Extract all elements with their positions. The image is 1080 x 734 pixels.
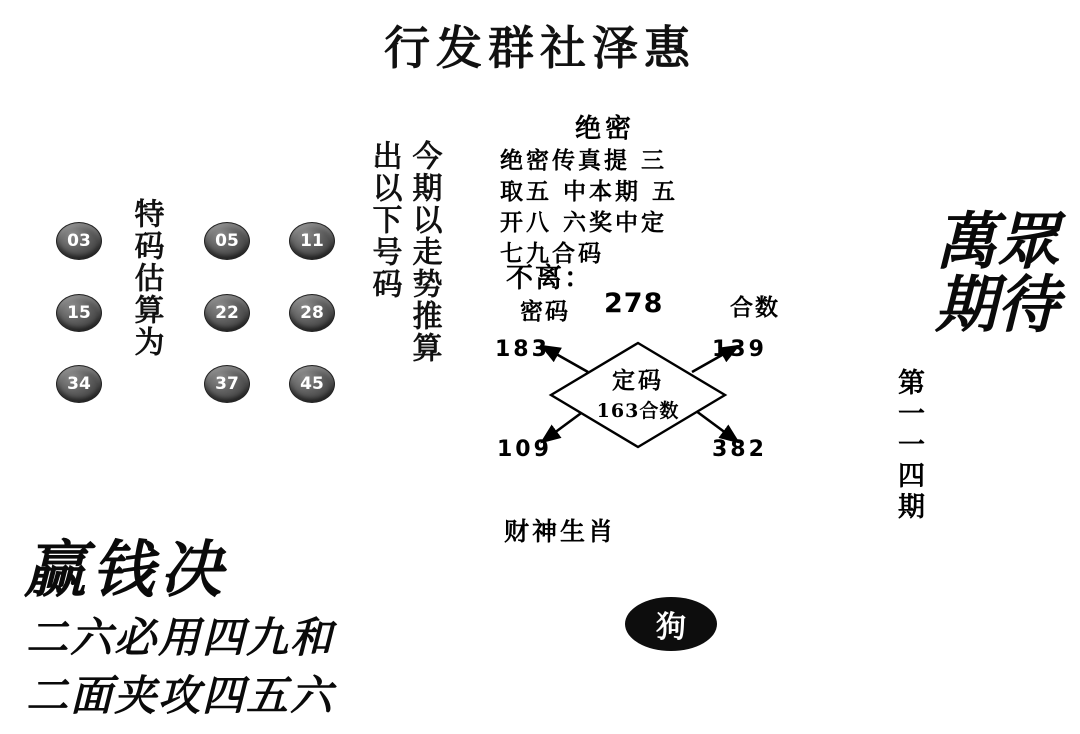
tema-gusuan: 特码估算为 bbox=[128, 198, 164, 358]
number-ball: 45 bbox=[289, 365, 335, 403]
number-ball: 03 bbox=[56, 222, 102, 260]
secret-line: 绝密传真提 三 bbox=[500, 147, 668, 174]
corner-bottom-left: 109 bbox=[497, 437, 552, 462]
number-ball: 22 bbox=[204, 294, 250, 332]
mima-value: 278 bbox=[604, 288, 664, 319]
number-ball: 15 bbox=[56, 294, 102, 332]
secret-line: 开八 六奖中定 bbox=[500, 209, 668, 236]
heshu-label: 合数 bbox=[730, 294, 780, 321]
slogan-title: 赢钱决 bbox=[24, 533, 229, 606]
number-ball: 34 bbox=[56, 365, 102, 403]
issue-number: 第一一四期 bbox=[893, 368, 924, 523]
corner-top-right: 139 bbox=[712, 337, 767, 362]
jinqiyizoushi: 今期以走势推算 bbox=[406, 140, 442, 364]
corner-top-left: 183 bbox=[495, 337, 550, 362]
secret-line: 取五 中本期 五 bbox=[500, 178, 679, 205]
number-ball: 05 bbox=[204, 222, 250, 260]
mima-label: 密码 bbox=[520, 298, 570, 325]
slogan-line: 二六必用四九和 bbox=[26, 613, 335, 662]
number-ball: 37 bbox=[204, 365, 250, 403]
slogan-line: 二面夹攻四五六 bbox=[26, 671, 335, 720]
diamond-title: 定码 bbox=[612, 367, 664, 394]
number-ball: 11 bbox=[289, 222, 335, 260]
buli-label: 不离： bbox=[506, 263, 593, 294]
zodiac-badge bbox=[625, 597, 717, 651]
diamond-box bbox=[548, 340, 728, 450]
corner-bottom-right: 382 bbox=[712, 437, 767, 462]
number-ball: 28 bbox=[289, 294, 335, 332]
diamond-shape bbox=[548, 340, 728, 450]
secret-line: 七九合码 bbox=[500, 240, 604, 267]
zodiac-label: 财神生肖 bbox=[504, 517, 617, 546]
page-title: 行发群社泽惠 bbox=[384, 21, 696, 75]
right-brush-title: 萬眾期待 bbox=[934, 205, 1059, 342]
diamond-subtitle: 163合数 bbox=[596, 400, 680, 422]
secret-title: 绝密 bbox=[574, 114, 635, 144]
zodiac-animal: 狗 bbox=[656, 610, 686, 645]
chuyixiahaoma: 出以下号码 bbox=[366, 140, 402, 300]
